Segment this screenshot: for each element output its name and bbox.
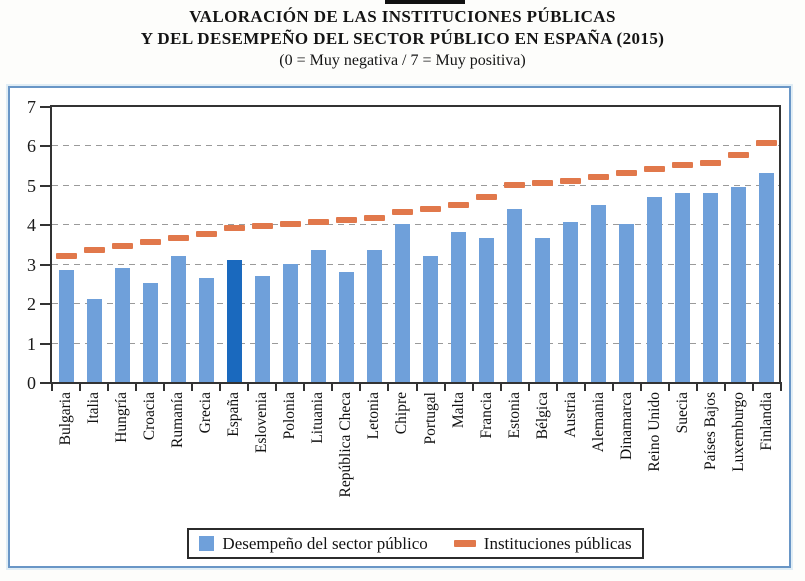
x-label-eslovenia: Eslovenia [253,392,271,454]
bar-lituania [311,250,326,382]
bar-espana [227,260,242,382]
bar-austria [563,222,578,382]
bar-estonia [507,209,522,382]
x-tick-19 [584,382,586,391]
plot-area [10,88,789,566]
x-label-chipre: Chipre [393,392,411,435]
x-label-republica-checa: República Checa [337,392,355,498]
x-label-reino-unido: Reino Unido [645,392,663,472]
bar-suecia [675,193,690,382]
y-tick-label-3: 3 [27,254,36,275]
x-tick-14 [444,382,446,391]
dash-alemania [588,174,609,180]
x-label-italia: Italia [85,392,103,424]
y-tick-label-7: 7 [27,97,36,117]
x-tick-23 [696,382,698,391]
chart-title-line-1: VALORACIÓN DE LAS INSTITUCIONES PÚBLICAS [189,7,616,26]
dash-lituania [308,219,329,225]
x-tick-16 [500,382,502,391]
bar-portugal [423,256,438,382]
x-label-estonia: Estonia [505,392,523,439]
dash-italia [84,247,105,253]
bar-reino-unido [647,197,662,382]
bar-malta [451,232,466,382]
chart-title-scale-note: (0 = Muy negativa / 7 = Muy positiva) [279,52,526,69]
y-tick-3 [40,264,50,266]
x-tick-20 [612,382,614,391]
dash-austria [560,178,581,184]
x-tick-0 [51,382,53,391]
x-label-belgica: Bélgica [533,392,551,440]
dash-bulgaria [56,253,77,259]
dash-finlandia [756,140,777,146]
dash-eslovenia [252,223,273,229]
y-tick-label-0: 0 [27,373,36,393]
x-tick-15 [472,382,474,391]
y-tick-label-6: 6 [27,136,36,157]
x-tick-12 [387,382,389,391]
x-tick-24 [724,382,726,391]
bar-polonia [283,264,298,382]
dash-paises-bajos [700,160,721,166]
legend-label-sector-publico: Desempeño del sector público [222,533,428,553]
dash-reino-unido [644,166,665,172]
x-tick-5 [191,382,193,391]
x-label-portugal: Portugal [421,392,439,445]
x-label-suecia: Suecia [673,392,691,434]
chart-title-block [0,6,805,72]
plot-top-border [52,105,781,107]
bar-grecia [199,278,214,382]
bar-italia [87,299,102,382]
y-tick-0 [40,382,50,384]
bar-rumania [171,256,186,382]
dash-portugal [420,206,441,212]
chart-title-line-2: Y DEL DESEMPEÑO DEL SECTOR PÚBLICO EN ESPAÑA (2015) [140,29,665,48]
x-tick-17 [528,382,530,391]
y-tick-2 [40,303,50,305]
bar-republica-checa [339,272,354,382]
gridline-y-3 [52,264,781,265]
x-tick-21 [640,382,642,391]
y-tick-label-4: 4 [27,215,36,236]
x-label-dinamarca: Dinamarca [617,392,635,460]
x-label-espana: España [225,392,243,437]
x-label-luxemburgo: Luxemburgo [729,392,747,472]
legend-box [187,528,644,559]
x-label-malta: Malta [449,392,467,429]
x-tick-6 [219,382,221,391]
dash-polonia [280,221,301,227]
y-tick-7 [40,106,50,108]
cropped-header-rule [385,0,465,4]
dash-malta [448,202,469,208]
x-tick-8 [275,382,277,391]
x-tick-4 [163,382,165,391]
x-label-grecia: Grecia [197,392,215,434]
bar-croacia [143,283,158,382]
x-tick-25 [752,382,754,391]
chart-frame [8,86,791,568]
x-label-finlandia: Finlandia [757,392,775,451]
x-tick-9 [303,382,305,391]
x-tick-11 [359,382,361,391]
x-tick-10 [331,382,333,391]
y-tick-1 [40,343,50,345]
x-tick-2 [107,382,109,391]
bar-belgica [535,238,550,382]
bar-letonia [367,250,382,382]
dash-luxemburgo [728,152,749,158]
bar-francia [479,238,494,382]
dash-espana [224,225,245,231]
bar-hungria [115,268,130,382]
x-axis-line [40,382,781,384]
x-label-lituania: Lituania [309,392,327,444]
dash-estonia [504,182,525,188]
y-tick-label-5: 5 [27,175,36,196]
x-label-letonia: Letonia [365,392,383,440]
y-tick-6 [40,145,50,147]
dash-francia [476,194,497,200]
dash-letonia [364,215,385,221]
x-label-bulgaria: Bulgaria [57,392,75,446]
gridline-y-1 [52,343,781,344]
bar-paises-bajos [703,193,718,382]
legend-label-instituciones: Instituciones públicas [483,533,632,553]
bar-finlandia [759,173,774,382]
y-tick-label-1: 1 [27,333,36,354]
dash-republica-checa [336,217,357,223]
bar-dinamarca [619,224,634,382]
bar-luxemburgo [731,187,746,382]
bar-bulgaria [59,270,74,382]
plot-right-border [779,105,781,384]
dash-chipre [392,209,413,215]
y-tick-label-2: 2 [27,294,36,315]
x-tick-13 [416,382,418,391]
legend-dash-swatch-icon [454,540,476,547]
x-tick-3 [135,382,137,391]
gridline-y-4 [52,224,781,225]
gridline-y-2 [52,303,781,304]
dash-belgica [532,180,553,186]
x-label-rumania: Rumanía [169,392,187,448]
y-tick-5 [40,185,50,187]
dash-dinamarca [616,170,637,176]
dash-rumania [168,235,189,241]
x-label-austria: Austria [561,392,579,438]
x-label-hungria: Hungría [113,392,131,443]
x-label-paises-bajos: Países Bajos [701,392,719,470]
gridline-y-6 [52,145,781,146]
x-tick-1 [79,382,81,391]
bar-eslovenia [255,276,270,382]
x-label-alemania: Alemania [589,392,607,453]
bar-chipre [395,224,410,382]
x-tick-18 [556,382,558,391]
x-tick-26 [780,382,782,391]
dash-grecia [196,231,217,237]
dash-croacia [140,239,161,245]
x-label-polonia: Polonia [281,392,299,440]
x-tick-7 [247,382,249,391]
x-tick-22 [668,382,670,391]
x-label-croacia: Croacia [141,392,159,441]
legend-bar-swatch-icon [199,536,214,551]
gridline-y-5 [52,185,781,186]
x-label-francia: Francia [477,392,495,439]
y-axis-line [50,105,52,384]
bar-alemania [591,205,606,382]
y-tick-4 [40,224,50,226]
dash-suecia [672,162,693,168]
dash-hungria [112,243,133,249]
